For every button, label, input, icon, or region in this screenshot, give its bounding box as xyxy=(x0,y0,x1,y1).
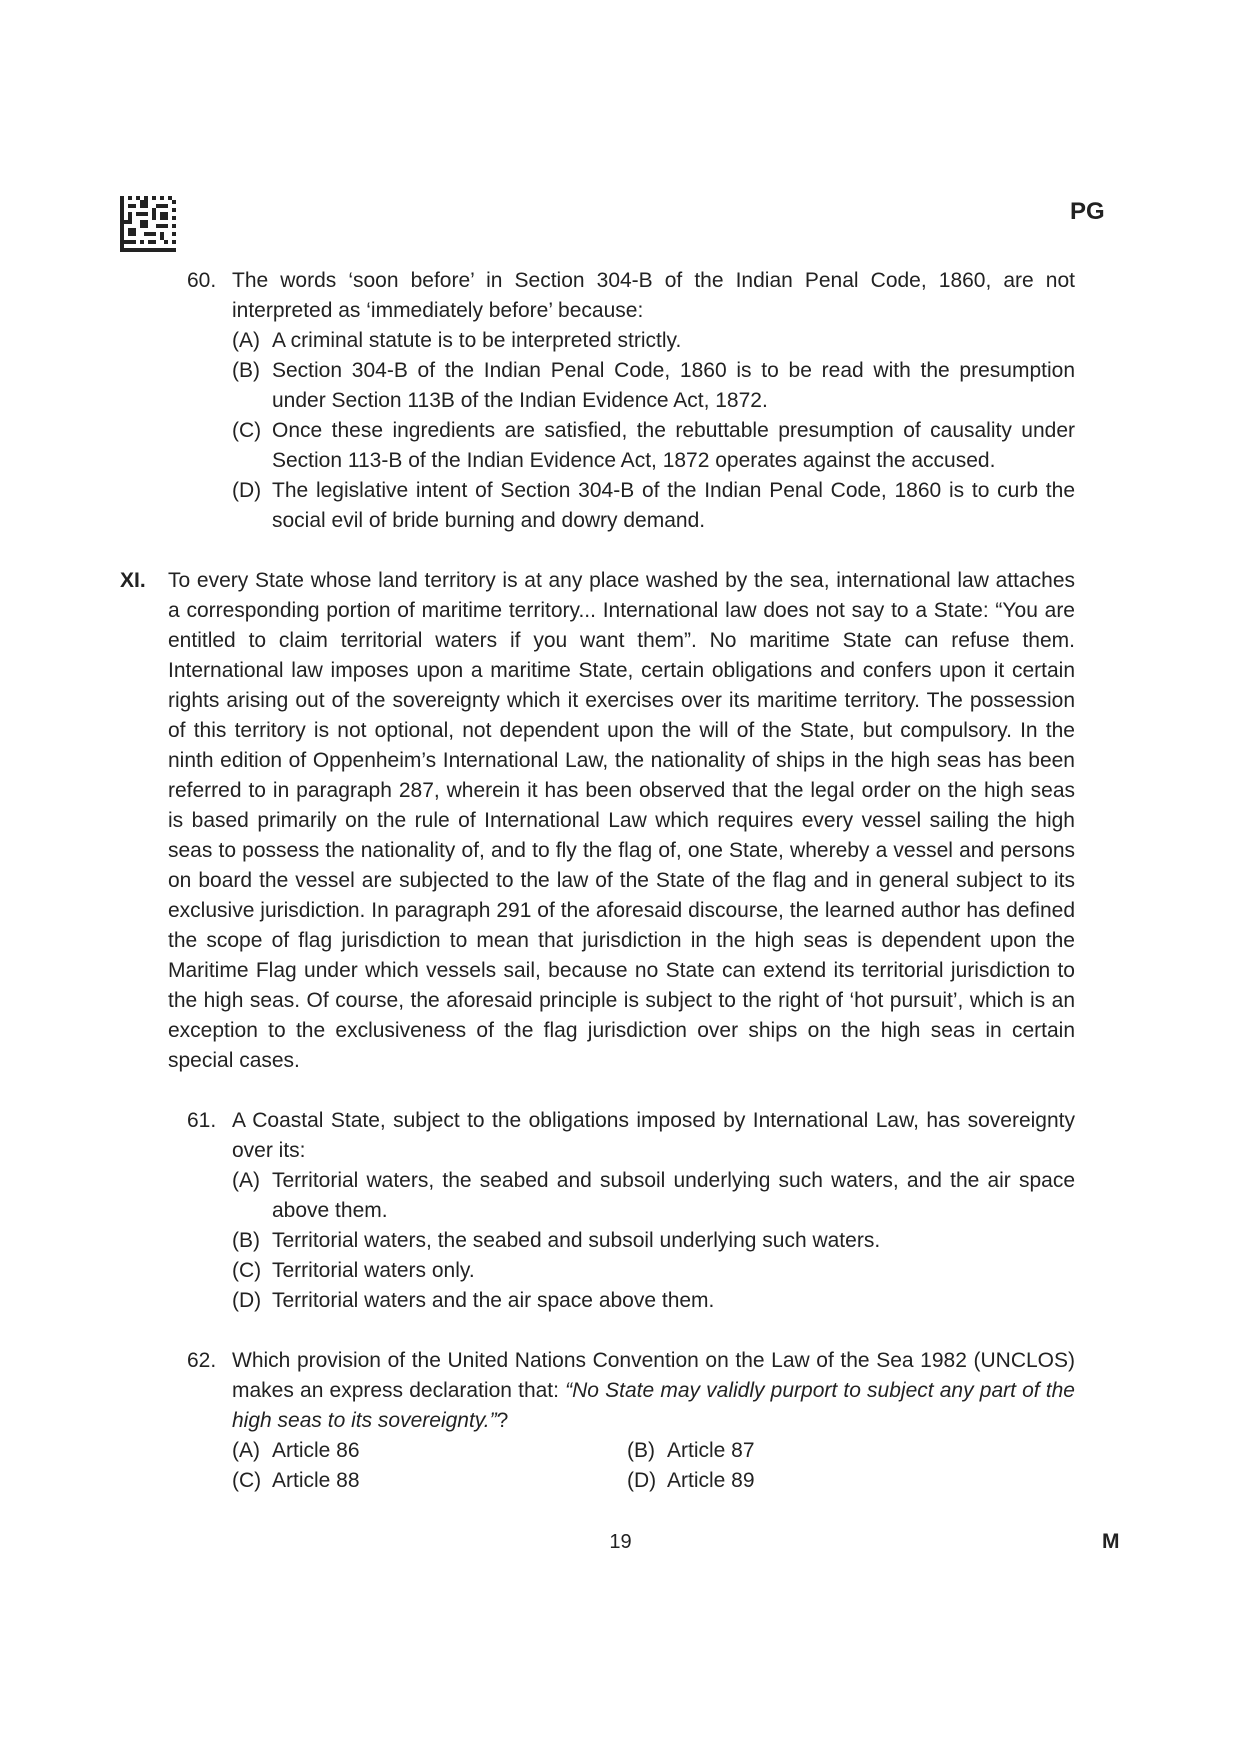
page-number: 19 xyxy=(609,1531,632,1553)
question-stem-text: Which provision of the United Nations Convention on the Law of the Sea 1982 (UNCLOS) makes an express declaration that: xyxy=(232,1349,1075,1402)
option-label: (B) xyxy=(232,1229,260,1252)
option-label: (A) xyxy=(232,1169,260,1192)
option-text: Once these ingredients are satisfied, the rebuttable presumption of causality under Section 113-B of the Indian Evidence Act, 1872 operates against the accused. xyxy=(272,419,1075,472)
option-text: Territorial waters and the air space above them. xyxy=(272,1289,715,1312)
question-60 xyxy=(120,266,1075,536)
question-61 xyxy=(120,1106,1075,1316)
question-number: 60. xyxy=(187,269,217,292)
option-a xyxy=(232,326,1075,356)
option-label: (D) xyxy=(232,479,262,502)
option-b xyxy=(232,1226,1075,1256)
question-stem: A Coastal State, subject to the obligations imposed by International Law, has sovereignty over its: xyxy=(232,1109,1075,1162)
option-label: (A) xyxy=(232,329,260,352)
option-text: Territorial waters, the seabed and subsoil underlying such waters. xyxy=(272,1229,881,1252)
option-text: Section 304-B of the Indian Penal Code, 1860 is to be read with the presumption under Section 113B of the Indian Evidence Act, 1872. xyxy=(272,359,1075,412)
option-label: (C) xyxy=(232,1259,262,1282)
option-text: Article 86 xyxy=(272,1439,360,1462)
passage-number: XI. xyxy=(120,569,146,592)
option-d xyxy=(627,1466,1027,1496)
question-stem-end: ? xyxy=(496,1409,509,1432)
option-label: (C) xyxy=(232,1469,262,1492)
option-a xyxy=(232,1436,627,1466)
options-grid xyxy=(232,1436,1075,1496)
option-c xyxy=(232,416,1075,476)
option-b xyxy=(232,356,1075,416)
question-stem: The words ‘soon before’ in Section 304-B of the Indian Penal Code, 1860, are not interpreted as ‘immediately before’ because: xyxy=(232,269,1075,322)
option-b xyxy=(627,1436,1027,1466)
option-c xyxy=(232,1466,627,1496)
question-number: 62. xyxy=(187,1349,217,1372)
option-d xyxy=(232,1286,1075,1316)
page-content xyxy=(120,266,1075,1496)
question-number: 61. xyxy=(187,1109,217,1132)
question-62 xyxy=(120,1346,1075,1496)
option-text: The legislative intent of Section 304-B of the Indian Penal Code, 1860 is to curb the social evil of bride burning and dowry demand. xyxy=(272,479,1075,532)
option-d xyxy=(232,476,1075,536)
option-text: Article 89 xyxy=(667,1469,755,1492)
option-label: (A) xyxy=(232,1439,260,1462)
option-label: (B) xyxy=(627,1439,655,1462)
option-text: Article 88 xyxy=(272,1469,360,1492)
question-stem xyxy=(232,1346,1075,1436)
option-text: Territorial waters, the seabed and subsoil underlying such waters, and the air space above them. xyxy=(272,1169,1075,1222)
page-mark: M xyxy=(1102,1530,1120,1553)
option-label: (C) xyxy=(232,419,262,442)
paper-code: PG xyxy=(1070,198,1105,225)
question-stem-quote: “No State may validly purport to subject any part of the high seas to its sovereignty.” xyxy=(232,1379,1075,1432)
datamatrix-code-icon xyxy=(120,196,176,252)
option-label: (D) xyxy=(627,1469,657,1492)
option-text: Territorial waters only. xyxy=(272,1259,475,1282)
option-text: Article 87 xyxy=(667,1439,755,1462)
option-label: (B) xyxy=(232,359,260,382)
passage-text: To every State whose land territory is at any place washed by the sea, international law attaches a corresponding portion of maritime territory... International law does not say to a State: “You are entitled to claim territorial waters if you want them”. No maritime State can refuse them. International law imposes upon a maritime State, certain obligations and confers upon it certain rights arising out of the sovereignty which it exercises over its maritime territory. The possession of this territory is not optional, not dependent upon the will of the State, but compulsory. In the ninth edition of Oppenheim’s International Law, the nationality of ships in the high seas has been referred to in paragraph 287, wherein it has been observed that the legal order on the high seas is based primarily on the rule of International Law which requires every vessel sailing the high seas to possess the nationality of, and to fly the flag of, one State, whereby a vessel and persons on board the vessel are subjected to the law of the State of the flag and in general subject to its exclusive jurisdiction. In paragraph 291 of the aforesaid discourse, the learned author has defined the scope of flag jurisdiction to mean that jurisdiction in the high seas is dependent upon the Maritime Flag under which vessels sail, because no State can extend its territorial jurisdiction to the high seas. Of course, the aforesaid principle is subject to the right of ‘hot pursuit’, which is an exception to the exclusiveness of the flag jurisdiction over ships on the high seas in certain special cases. xyxy=(168,569,1075,1072)
passage-xi xyxy=(120,566,1075,1076)
option-text: A criminal statute is to be interpreted strictly. xyxy=(272,329,682,352)
option-label: (D) xyxy=(232,1289,262,1312)
option-a xyxy=(232,1166,1075,1226)
option-c xyxy=(232,1256,1075,1286)
